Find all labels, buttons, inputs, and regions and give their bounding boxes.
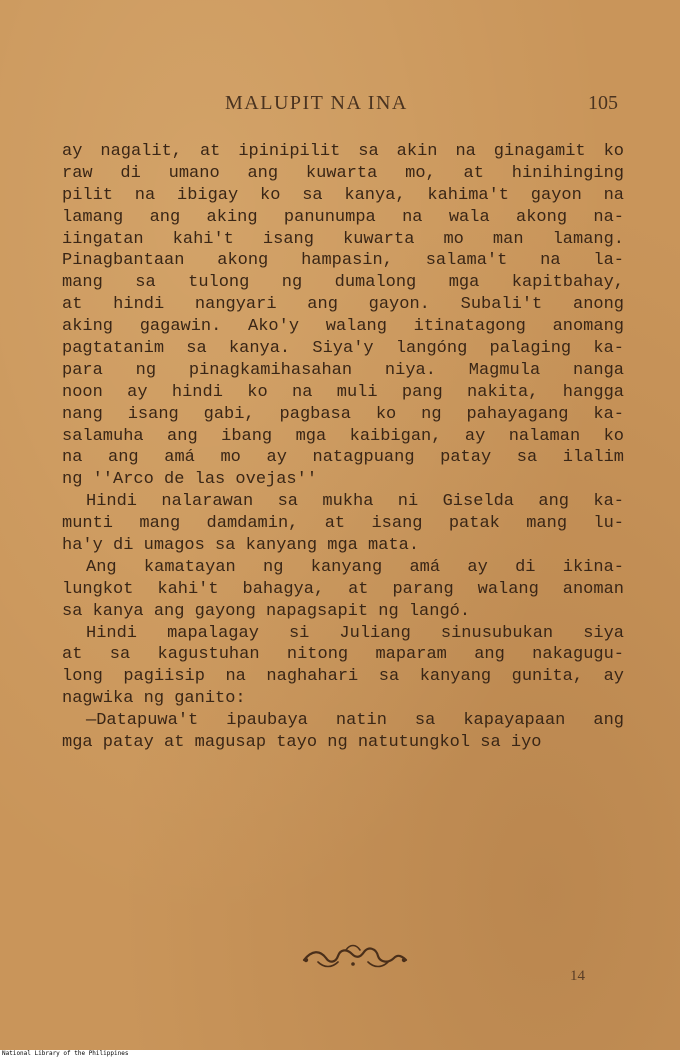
ornament-icon xyxy=(298,940,410,972)
text-line: mang sa tulong ng dumalong mga kapitbahay, xyxy=(62,273,624,293)
text-line: iingatan kahi't isang kuwarta mo man lamang. xyxy=(62,229,624,249)
footer-strip xyxy=(0,1050,680,1058)
text-line: raw di umano ang kuwarta mo, at hinihinging xyxy=(62,163,624,183)
text-line: salamuha ang ibang mga kaibigan, ay nalaman ko xyxy=(62,426,624,446)
text-line: nagwika ng ganito: xyxy=(62,689,246,709)
text-line: pilit na ibigay ko sa kanya, kahima't gayon na xyxy=(62,185,624,205)
text-line: aking gagawin. Ako'y walang itinatagong anomang xyxy=(62,317,624,337)
text-line: sa kanya ang gayong napagsapit ng langó. xyxy=(62,601,471,621)
text-line: —Datapuwa't ipaubaya natin sa kapayapaan ang xyxy=(86,711,624,731)
text-line: lamang ang aking panunumpa na wala akong na- xyxy=(62,207,624,227)
text-line: nang isang gabi, pagbasa ko ng pahayagang ka- xyxy=(62,404,624,424)
text-line: ng ''Arco de las ovejas'' xyxy=(62,470,318,490)
text-line: noon ay hindi ko na muli pang nakita, hangga xyxy=(62,382,624,402)
text-line: at hindi nangyari ang gayon. Subali't anong xyxy=(62,295,624,315)
text-line: para ng pinagkamihasahan niya. Magmula nanga xyxy=(62,360,624,380)
running-head xyxy=(0,92,680,120)
text-line: ay nagalit, at ipinipilit sa akin na ginagamit ko xyxy=(62,142,624,161)
text-line: Hindi mapalagay si Juliang sinusubukan siya xyxy=(86,623,624,643)
text-line: munti mang damdamin, at isang patak mang lu- xyxy=(62,514,624,534)
library-credit: National Library of the Philippines xyxy=(2,1050,129,1057)
running-title: MALUPIT NA INA xyxy=(225,92,408,114)
text-line: pagtatanim sa kanya. Siya'y langóng palaging ka- xyxy=(62,339,624,359)
text-line: mga patay at magusap tayo ng natutungkol sa iyo xyxy=(62,733,542,753)
signature-mark: 14 xyxy=(570,968,585,984)
page-number: 105 xyxy=(588,92,618,114)
text-line: Pinagbantaan akong hampasin, salama't na la- xyxy=(62,251,624,271)
text-line: long pagiisip na naghahari sa kanyang gunita, ay xyxy=(62,667,624,687)
text-line: lungkot kahi't bahagya, at parang walang anoman xyxy=(62,579,624,599)
text-line: Hindi nalarawan sa mukha ni Giselda ang ka- xyxy=(86,492,624,512)
text-line: ha'y di umagos sa kanyang mga mata. xyxy=(62,536,420,556)
body-text xyxy=(62,141,624,754)
text-line: na ang amá mo ay natagpuang patay sa ilalim xyxy=(62,448,624,468)
text-line: at sa kagustuhan nitong maparam ang nakagugu- xyxy=(62,645,624,665)
text-line: Ang kamatayan ng kanyang amá ay di ikina- xyxy=(86,557,624,577)
